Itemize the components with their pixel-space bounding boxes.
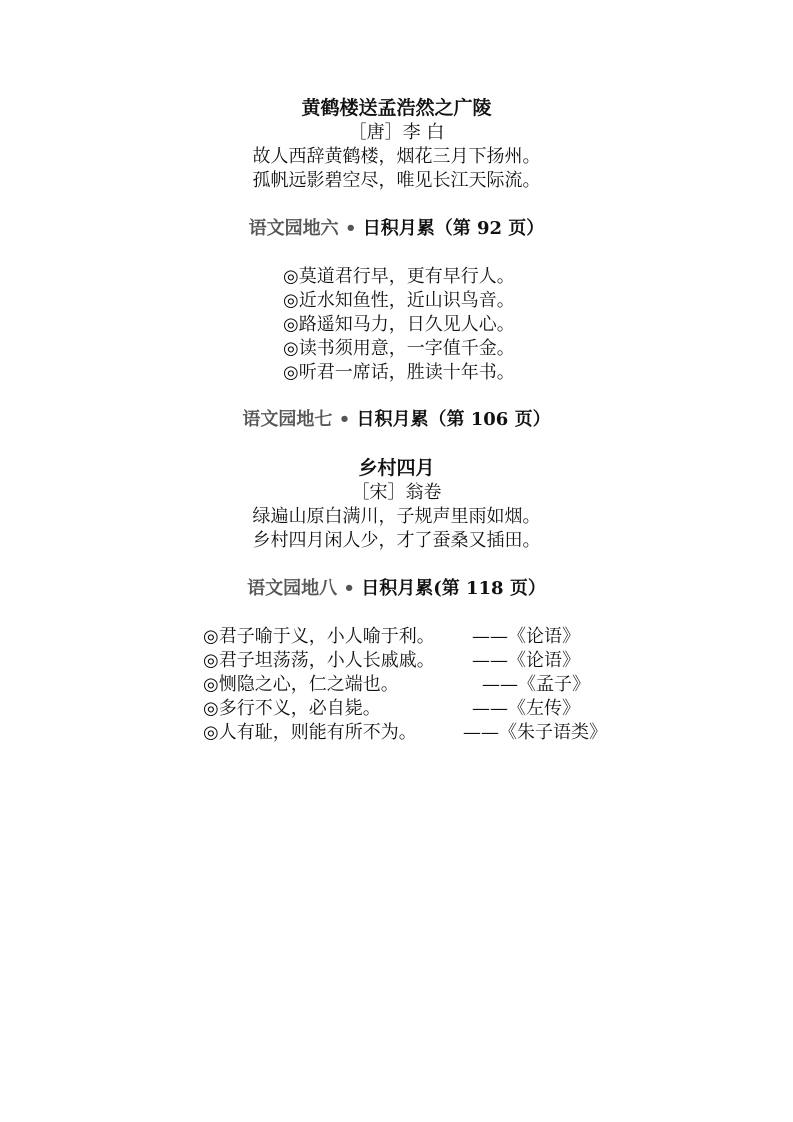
poem1-title: 黄鹤楼送孟浩然之广陵 (301, 97, 492, 119)
section8-heading (0, 577, 793, 601)
section8-source-5: ——《朱子语类》 (463, 722, 607, 743)
section8-heading-prefix: 语文园地八 • (247, 578, 355, 599)
section6-item-1: ◎莫道君行早，更有早行人。 (283, 266, 515, 287)
section6-heading-prefix: 语文园地六 • (248, 218, 357, 239)
section8-item-5: ◎人有耻，则能有所不为。 (203, 722, 417, 743)
section8-item-3: ◎恻隐之心，仁之端也。 (203, 674, 399, 695)
section7-heading-rest: 日积月累（第 106 页） (350, 409, 551, 430)
poem1-author: ［唐］李 白 (348, 122, 445, 143)
section8-heading-rest: 日积月累(第 118 页） (354, 578, 546, 599)
section7-heading-prefix: 语文园地七 • (242, 409, 351, 430)
section6-item-2: ◎近水知鱼性，近山识鸟音。 (283, 290, 515, 311)
section8-source-3: ——《孟子》 (482, 674, 590, 695)
section6-item-4: ◎读书须用意，一字值千金。 (283, 338, 515, 359)
section8-item-4: ◎多行不义，必自毙。 (203, 698, 381, 719)
poem2-author: ［宋］翁卷 (351, 482, 442, 503)
section8-item-1: ◎君子喻于义，小人喻于利。 (203, 626, 435, 647)
poem1-line-1: 故人西辞黄鹤楼，烟花三月下扬州。 (252, 146, 541, 167)
section6-heading (0, 217, 793, 241)
section6-item-5: ◎听君一席话，胜读十年书。 (283, 362, 515, 383)
poem2-line-2: 乡村四月闲人少，才了蚕桑又插田。 (252, 530, 541, 551)
poem2-line-1: 绿遍山原白满川，子规声里雨如烟。 (252, 506, 541, 527)
poem1-line-2: 孤帆远影碧空尽，唯见长江天际流。 (252, 170, 541, 191)
section8-source-4: ——《左传》 (472, 698, 580, 719)
poem2-title: 乡村四月 (358, 457, 435, 479)
section6-heading-rest: 日积月累（第 92 页） (356, 218, 545, 239)
section7-heading (0, 408, 793, 432)
section8-source-1: ——《论语》 (472, 626, 580, 647)
section6-item-3: ◎路遥知马力，日久见人心。 (283, 314, 515, 335)
section8-item-2: ◎君子坦荡荡，小人长戚戚。 (203, 650, 435, 671)
section8-source-2: ——《论语》 (472, 650, 580, 671)
